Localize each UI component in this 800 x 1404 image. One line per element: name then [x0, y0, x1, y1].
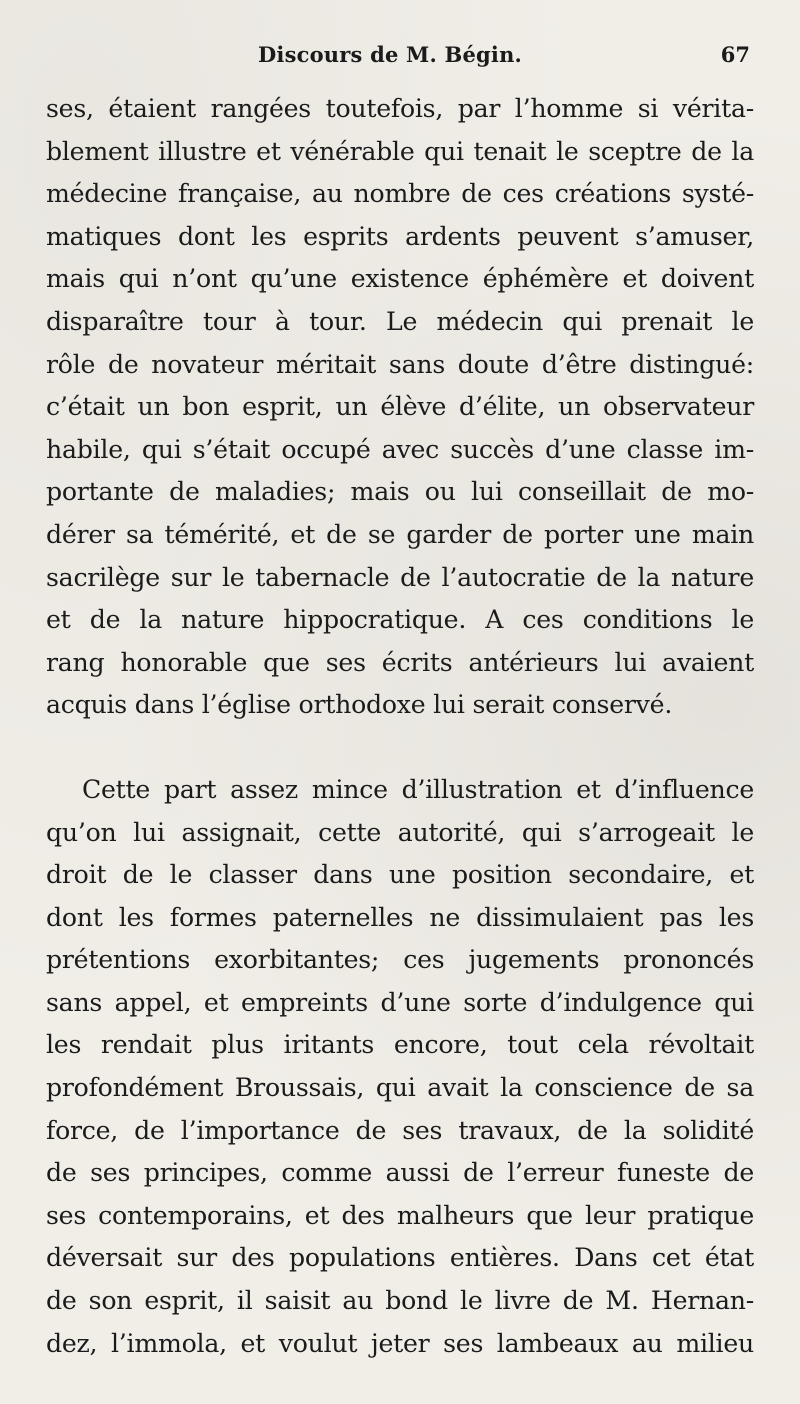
text-line: ses contemporains, et des malheurs que leur pratique [46, 1200, 754, 1230]
text-line: et de la nature hippocratique. A ces conditions le [46, 605, 754, 635]
text-line: déversait sur des populations entières. Dans cet état [46, 1243, 754, 1273]
text-line: de son esprit, il saisit au bond le livre de M. Hernan- [46, 1286, 754, 1316]
text-line: mais qui n’ont qu’une existence éphémère et doivent [46, 264, 754, 294]
text-line: dont les formes paternelles ne dissimulaient pas les [46, 902, 754, 932]
text-line: de ses principes, comme aussi de l’erreur funeste de [46, 1158, 754, 1188]
text-line: sans appel, et empreints d’une sorte d’indulgence qui [46, 987, 754, 1017]
page-number: 67 [720, 42, 750, 67]
text-line: dez, l’immola, et voulut jeter ses lambeaux au milieu [46, 1328, 754, 1358]
running-title: Discours de M. Bégin. [258, 42, 523, 67]
text-line: acquis dans l’église orthodoxe lui serait conservé. [46, 690, 673, 720]
paragraph-spacer [46, 727, 754, 769]
text-line: droit de le classer dans une position secondaire, et [46, 860, 754, 890]
page-header [40, 42, 750, 76]
text-line: ses, étaient rangées toutefois, par l’homme si vérita- [46, 94, 754, 123]
text-line: rang honorable que ses écrits antérieurs lui avaient [46, 647, 754, 677]
text-line: sacrilège sur le tabernacle de l’autocratie de la nature [46, 562, 754, 592]
text-line: disparaître tour à tour. Le médecin qui prenait le [46, 306, 754, 336]
text-line: prétentions exorbitantes; ces jugements prononcés [46, 945, 754, 975]
text-line: les rendait plus iritants encore, tout cela révoltait [46, 1030, 754, 1060]
text-line: blement illustre et vénérable qui tenait le sceptre de la [46, 136, 754, 166]
paragraph-2 [46, 769, 754, 1365]
text-line: Cette part assez mince d’illustration et d’influence [82, 774, 754, 804]
text-line: médecine française, au nombre de ces créations systé- [46, 179, 754, 209]
text-line: qu’on lui assignait, cette autorité, qui s’arrogeait le [46, 817, 754, 847]
text-line: profondément Broussais, qui avait la conscience de sa [46, 1073, 754, 1103]
text-line: portante de maladies; mais ou lui conseillait de mo- [46, 477, 754, 507]
body-text [46, 88, 754, 1365]
text-line: c’était un bon esprit, un élève d’élite, un observateur [46, 392, 754, 422]
text-line: habile, qui s’était occupé avec succès d’une classe im- [46, 434, 754, 464]
text-line: dérer sa témérité, et de se garder de porter une main [46, 519, 754, 549]
paragraph-1 [46, 88, 754, 727]
text-line: matiques dont les esprits ardents peuvent s’amuser, [46, 221, 754, 251]
text-line: rôle de novateur méritait sans doute d’être distingué: [46, 349, 754, 379]
text-line: force, de l’importance de ses travaux, de la solidité [46, 1115, 754, 1145]
